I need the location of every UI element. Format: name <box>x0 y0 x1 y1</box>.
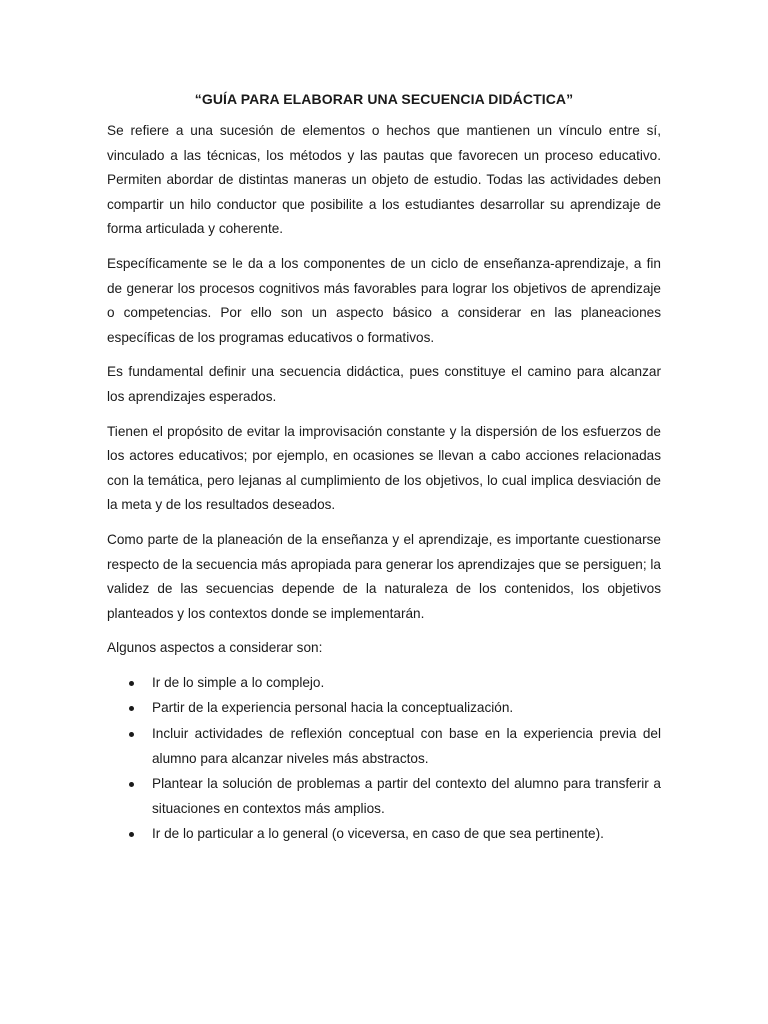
list-item <box>107 822 661 847</box>
paragraph-5: Como parte de la planeación de la enseñanza y el aprendizaje, es importante cuestionarse respecto de la secuencia más apropiada para generar los aprendizajes que se persiguen; la validez de las secuencias depende de la naturaleza de los contenidos, los objetivos planteados y los contextos donde se implementarán. <box>107 531 661 621</box>
bullet-icon <box>129 732 134 737</box>
aspects-list <box>107 671 661 847</box>
paragraph-6: Algunos aspectos a considerar son: <box>107 640 323 656</box>
list-item <box>107 772 661 821</box>
bullet-icon <box>129 832 134 837</box>
document-title: “GUÍA PARA ELABORAR UNA SECUENCIA DIDÁCTICA” <box>194 91 574 107</box>
paragraph-4: Tienen el propósito de evitar la improvisación constante y la dispersión de los esfuerzos de los actores educativos; por ejemplo, en ocasiones se llevan a cabo acciones relacionadas con la temática, pero lejanas al cumplimiento de los objetivos, lo cual implica desviación de la meta y de los resultados deseados. <box>107 423 661 513</box>
document-page <box>107 89 661 848</box>
paragraph-3: Es fundamental definir una secuencia didáctica, pues constituye el camino para alcanzar los aprendizajes esperados. <box>107 364 661 404</box>
list-item-text: Ir de lo particular a lo general (o viceversa, en caso de que sea pertinente). <box>152 826 604 842</box>
bullet-icon <box>129 706 134 711</box>
list-item <box>107 722 661 771</box>
bullet-icon <box>129 782 134 787</box>
paragraph-1: Se refiere a una sucesión de elementos o hechos que mantienen un vínculo entre sí, vinculado a las técnicas, los métodos y las pautas que favorecen un proceso educativo. Permiten abordar de distintas maneras un objeto de estudio. Todas las actividades deben compartir un hilo conductor que posibilite a los estudiantes desarrollar su aprendizaje de forma articulada y coherente. <box>107 123 661 237</box>
paragraph-2: Específicamente se le da a los componentes de un ciclo de enseñanza-aprendizaje, a fin de generar los procesos cognitivos más favorables para lograr los objetivos de aprendizaje o competencias. Por ello son un aspecto básico a considerar en las planeaciones específicas de los programas educativos o formativos. <box>107 255 661 345</box>
list-item-text: Incluir actividades de reflexión conceptual con base en la experiencia previa del alumno para alcanzar niveles más abstractos. <box>152 726 661 766</box>
list-item <box>107 671 661 696</box>
list-item <box>107 696 661 721</box>
list-item-text: Ir de lo simple a lo complejo. <box>152 674 325 690</box>
list-item-text: Plantear la solución de problemas a partir del contexto del alumno para transferir a situaciones en contextos más amplios. <box>152 776 661 816</box>
list-item-text: Partir de la experiencia personal hacia la conceptualización. <box>152 700 514 716</box>
bullet-icon <box>129 681 134 686</box>
